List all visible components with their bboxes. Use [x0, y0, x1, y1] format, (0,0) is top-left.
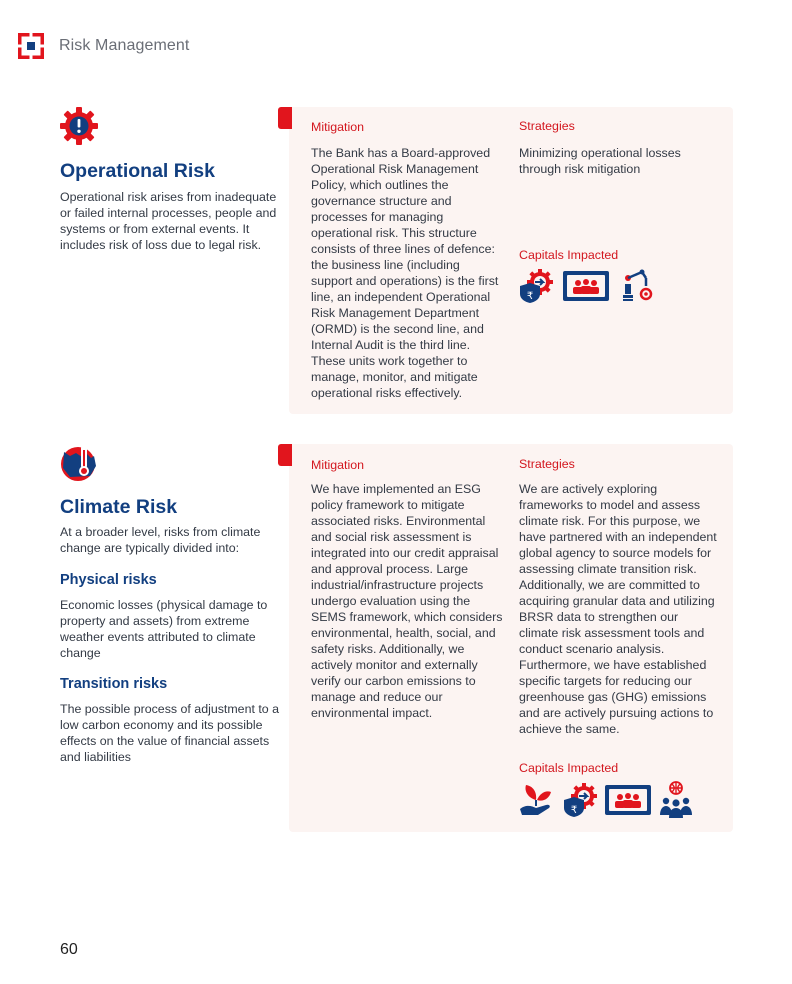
panel-accent-tab	[278, 444, 292, 466]
svg-text:₹: ₹	[570, 805, 578, 816]
transition-risks-heading: Transition risks	[60, 676, 168, 692]
panel-accent-tab	[278, 107, 292, 129]
capitals-icons	[518, 781, 694, 819]
financial-capital-icon	[562, 782, 598, 818]
capitals-icons	[518, 268, 654, 304]
bank-logo-icon	[18, 33, 44, 59]
strategies-heading: Strategies	[519, 457, 575, 471]
manufactured-capital-icon	[622, 268, 654, 304]
page-header	[18, 33, 189, 59]
page-number: 60	[60, 941, 78, 958]
mitigation-text: The Bank has a Board-approved Operational Risk Management Policy, which outlines the governance structure and processes for managing operational risk. This structure consists of three lines of defence: the business line (including support and operations) is the first line, an independent Operational Risk Management Department (ORMD) is the second line, and Internal Audit is the third line. These units work together to manage, monitor, and mitigate operational risks effectively.	[311, 146, 499, 400]
operational-risk-description: Operational risk arises from inadequate or failed internal processes, people and systems or from external events. It includes risk of loss due to legal risk.	[60, 190, 277, 252]
social-capital-icon	[658, 781, 694, 819]
capitals-impacted-heading: Capitals Impacted	[519, 761, 619, 775]
human-capital-icon	[604, 784, 652, 816]
svg-text:₹: ₹	[526, 291, 534, 302]
strategies-heading: Strategies	[519, 119, 575, 133]
mitigation-heading: Mitigation	[311, 120, 365, 134]
strategies-text: Minimizing operational losses through risk mitigation	[519, 146, 681, 176]
capitals-impacted-heading: Capitals Impacted	[519, 248, 619, 262]
physical-risks-text: Economic losses (physical damage to property and assets) from extreme weather events attributed to climate change	[60, 598, 268, 660]
thermometer-icon	[60, 442, 100, 487]
physical-risks-heading: Physical risks	[60, 572, 157, 588]
financial-capital-icon	[518, 268, 554, 304]
strategies-text: We are actively exploring frameworks to model and assess climate risk. For this purpose, we have partnered with an independent global agency to source models for assessing climate transition risk. Additionally, we are committed to acquiring granular data and utilizing BRSR data to strengthen our climate risk assessment tools and conduct scenario analysis. Furthermore, we have established specific targets for reducing our greenhouse gas (GHG) emissions and are actively pursuing actions to achieve the same.	[519, 482, 717, 736]
human-capital-icon	[562, 270, 610, 302]
climate-risk-title: Climate Risk	[60, 496, 178, 518]
mitigation-text: We have implemented an ESG policy framework to mitigate associated risks. Environmental and social risk assessment is integrated into our credit appraisal and approval process. Large industrial/infrastructure projects undergo evaluation using the SEMS framework, which considers environmental, health, social, and safety risks. Additionally, we actively monitor and externally verify our carbon emissions to manage and reduce our environmental impact.	[311, 482, 503, 720]
operational-risk-title: Operational Risk	[60, 160, 215, 182]
natural-capital-icon	[518, 782, 554, 818]
gear-alert-icon	[59, 106, 99, 151]
section-title: Risk Management	[59, 37, 190, 54]
transition-risks-text: The possible process of adjustment to a low carbon economy and its possible effects on the value of financial assets and liabilities	[60, 702, 280, 764]
climate-risk-description: At a broader level, risks from climate change are typically divided into:	[60, 525, 261, 555]
mitigation-heading: Mitigation	[311, 458, 365, 472]
